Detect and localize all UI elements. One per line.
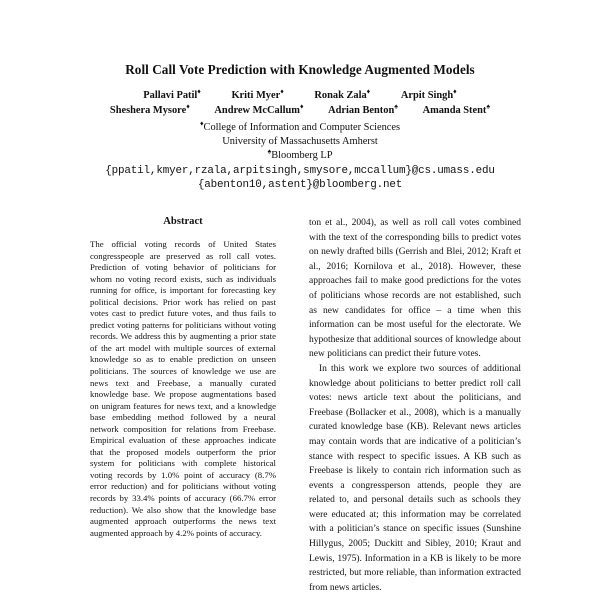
author: Andrew McCallum♦ <box>214 102 304 116</box>
intro-paragraph-1: ton et al., 2004), as well as roll call votes combined with the text of the corresponding bills to predict votes on newly drafted bills (Gerrish and Blei, 2012; Kraft et al., 2016; Kornilova et al., 2018). However, these approaches fail to make good predictions for the votes of politicians whose records are not established, such as new candidates for office – a time when this information can be most useful for the electorate. We hypothesize that additional sources of knowledge about new politicians can predict their future votes. <box>309 218 521 360</box>
affiliation-mark: ♠ <box>267 147 272 156</box>
author: Kriti Myer♦ <box>231 87 284 101</box>
affiliation-bloomberg: ♠Bloomberg LP <box>267 147 333 161</box>
email-umass: {ppatil,kmyer,rzala,arpitsingh,smysore,mccallum}@cs.umass.edu <box>105 165 495 177</box>
author: Amanda Stent♠ <box>422 102 491 116</box>
abstract-heading: Abstract <box>163 216 203 227</box>
paper-title: Roll Call Vote Prediction with Knowledge Augmented Models <box>125 62 475 77</box>
abstract-body: The official voting records of United States congresspeople are preserved as roll call votes. Prediction of voting behavior of politicians for whom no voting record exists, such as individuals running for office, is important for forecasting key political decisions. Prior work has relied on past votes cast to predict future votes, and thus fails to predict voting patterns for politicians without voting records. We address this by augmenting a prior state of the art model with multiple sources of external knowledge so as to enable prediction on unseen politicians. The sources of knowledge we use are news text and Freebase, a manually curated knowledge base. We propose augmentations based on unigram features for news text, and a knowledge base embedding method followed by a neural network composition for relations from Freebase. Empirical evaluation of these approaches indicate that the proposed models outperform the prior system for politicians with complete historical voting records by 1.0% point of accuracy (8.7% error reduction) and for politicians without voting records by 33.4% points of accuracy (66.7% error reduction). We also show that the knowledge base augmented approach outperforms the news text augmented approach by 4.2% points of accuracy. <box>90 239 276 538</box>
author: Pallavi Patil♦ <box>143 87 201 101</box>
affiliation-mark: ♦ <box>199 119 204 128</box>
author-row-2 <box>0 102 600 116</box>
author-row-1 <box>0 87 600 101</box>
email-bloomberg: {abenton10,astent}@bloomberg.net <box>197 179 403 191</box>
affiliation-umass: ♦College of Information and Computer Sciences <box>199 119 401 133</box>
author: Sheshera Mysore♦ <box>109 102 190 116</box>
author: Arpit Singh♦ <box>400 87 457 101</box>
affiliation-umass-university: University of Massachusetts Amherst <box>222 136 378 147</box>
intro-paragraph-2: In this work we explore two sources of additional knowledge about politicians to better predict roll call votes: news article text about the politicians, and Freebase (Bollacker et al., 2008), which is a manually curated knowledge base (KB). Relevant news articles may contain words that are indicative of a politician’s stance with respect to specific issues. A KB such as Freebase is likely to contain rich information such as events a congressperson attends, people they are related to, and personal details such as schools they were educated at; this information may be correlated with a politician’s stance on specific issues (Sunshine Hillygus, 2005; Duckitt and Sibley, 2010; Kraut and Lewis, 1975). Information in a KB is likely to be more restricted, but more reliable, than information extracted from news articles. <box>309 363 521 593</box>
introduction-column <box>309 216 521 595</box>
author: Ronak Zala♦ <box>314 87 371 101</box>
author: Adrian Benton♠ <box>328 102 398 116</box>
